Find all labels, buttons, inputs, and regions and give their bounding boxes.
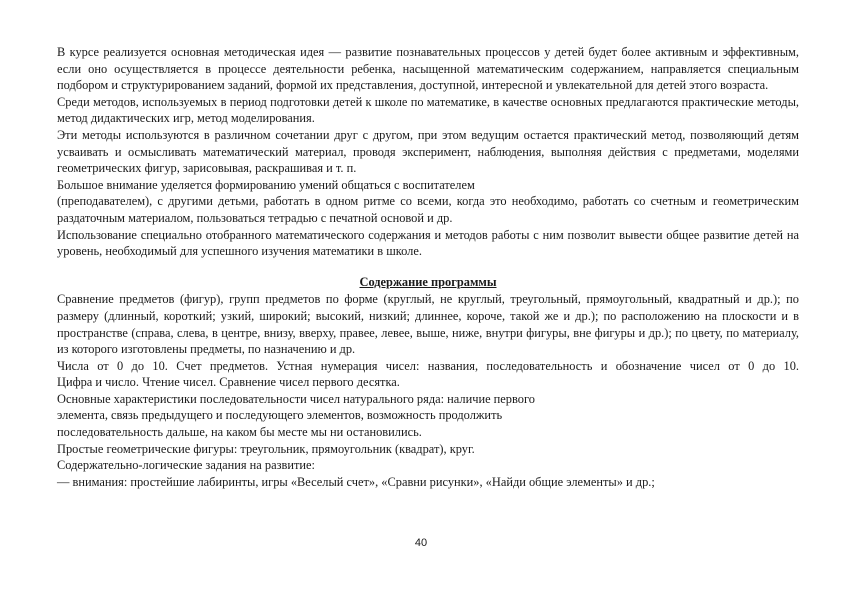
paragraph: Эти методы используются в различном сочетании друг с другом, при этом ведущим остается практический метод, позволяющий детям усваивать и осмысливать математический материал, проводя эксперимент, наблюдения, выполняя действия с предметами, моделями геометрических фигур, зарисовывая, раскрашивая и т. п.	[57, 127, 799, 176]
paragraph: Среди методов, используемых в период подготовки детей к школе по математике, в качестве основных предлагаются практические методы, метод дидактических игр, метод моделирования.	[57, 94, 799, 126]
paragraph: последовательность дальше, на каком бы месте мы ни остановились.	[57, 425, 422, 440]
paragraph: Сравнение предметов (фигур), групп предметов по форме (круглый, не круглый, треугольный, прямоугольный, квадратный и др.); по размеру (длинный, короткий; узкий, широкий; высокий, низкий; длиннее, короче, такой же и др.); по расположению на плоскости и в пространстве (справа, слева, в центре, внизу, вверху, правее, левее, выше, ниже, внутри фигуры, вне фигуры и др.); по цвету, по материалу, из которого изготовлены предметы, по назначению и др.	[57, 292, 799, 357]
paragraph: (преподавателем), с другими детьми, работать в одном ритме со всеми, когда это необходимо, работать со счетным и геометрическим раздаточным материалом, пользоваться тетрадью с печатной основой и др.	[57, 194, 799, 225]
paragraph: Содержательно-логические задания на развитие:	[57, 458, 315, 473]
paragraph: элемента, связь предыдущего и последующего элементов, возможность продолжить	[57, 408, 503, 423]
paragraph: Большое внимание уделяется формированию умений общаться с воспитателем	[57, 177, 475, 192]
paragraph: Основные характеристики последовательности чисел натурального ряда: наличие первого	[57, 391, 535, 406]
paragraph: Простые геометрические фигуры: треугольник, прямоугольник (квадрат), круг.	[57, 441, 475, 456]
program-section	[57, 291, 799, 490]
paragraph: Использование специально отобранного математического содержания и методов работы с ним позволит вывести общее развитие детей на уровень, необходимый для успешного изучения математики в школе.	[57, 227, 799, 259]
section-heading: Содержание программы	[359, 274, 497, 289]
intro-section	[57, 44, 799, 260]
paragraph: Числа от 0 до 10. Счет предметов. Устная нумерация чисел: названия, последовательность и обозначение чисел от 0 до 10.	[57, 358, 799, 373]
page-number: 40	[414, 537, 428, 549]
paragraph: В курсе реализуется основная методическая идея — развитие познавательных процессов у детей будет более активным и эффективным, если оно осуществляется в процессе деятельности ребенка, насыщенной математическим содержанием, направляется специальным подбором и структурированием заданий, формой их представления, доступной, интересной и увлекательной для детей этого возраста.	[57, 45, 799, 93]
page-content	[57, 44, 799, 490]
paragraph: Цифра и число. Чтение чисел. Сравнение чисел первого десятка.	[57, 375, 400, 390]
paragraph: — внимания: простейшие лабиринты, игры «Веселый счет», «Сравни рисунки», «Найди общие элементы» и др.;	[57, 474, 655, 489]
